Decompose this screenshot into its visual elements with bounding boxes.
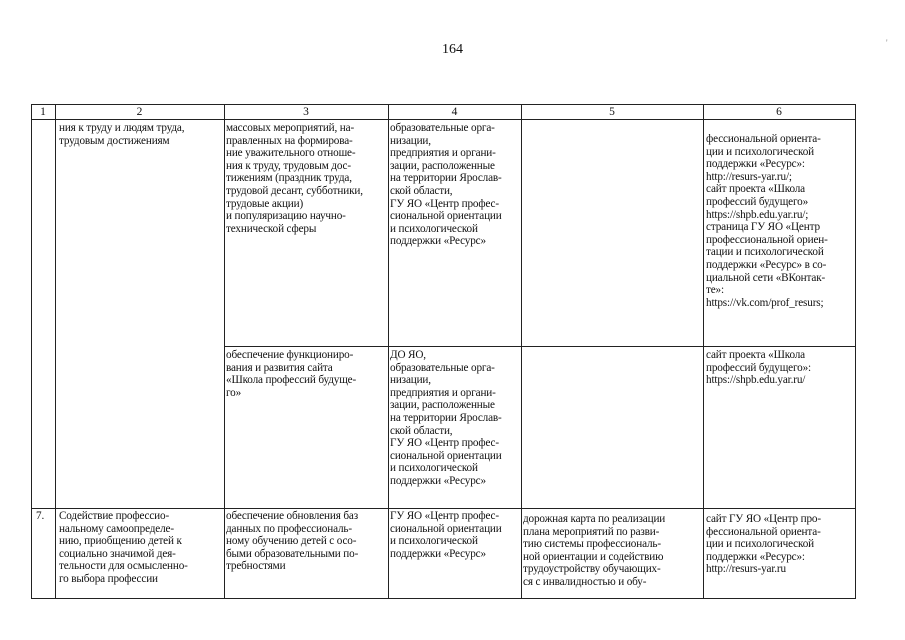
row2-resources: сайт проекта «Школа профессий будущего»: https://shpb.edu.yar.ru/	[706, 349, 811, 387]
row3-number: 7.	[36, 510, 45, 522]
row3-activity: обеспечение обновления баз данных по профессиональ- ному обучению детей с осо- быми образовательными по- требностями	[226, 510, 359, 573]
table-bottom-border	[31, 598, 856, 599]
page-number: 164	[442, 42, 463, 57]
column-divider	[703, 104, 704, 598]
row-divider	[224, 346, 856, 347]
row3-document: дорожная карта по реализации плана мероприятий по разви- тию системы профессиональ- ной ориентации и содействию трудоустройству обучающих- ся с инвалидностью и обу-	[523, 513, 666, 588]
column-number-3: 3	[303, 106, 309, 118]
column-number-2: 2	[136, 106, 143, 118]
header-bottom-border	[31, 119, 856, 120]
row1-goal: ния к труду и людям труда, трудовым достижениям	[59, 122, 185, 147]
row2-executors: ДО ЯО, образовательные орга- низации, предприятия и органи- зации, расположенные на территории Ярослав- ской области, ГУ ЯО «Центр профес- сиональной ориентации и психологической поддержки «Ресурс»	[390, 349, 502, 487]
row3-executors: ГУ ЯО «Центр профес- сиональной ориентации и психологической поддержки «Ресурс»	[390, 510, 502, 560]
column-number-5: 5	[609, 106, 615, 118]
row2-activity: обеспечение функциониро- вания и развития сайта «Школа профессий будуще- го»	[226, 349, 357, 399]
table-right-border	[855, 104, 856, 598]
row1-resources: фессиональной ориента- ции и психологической поддержки «Ресурс»: http://resurs-yar.ru/; сайт проекта «Школа профессий будущего» https://shpb.edu.yar.ru/; страница ГУ ЯО «Центр профессиональной ориен- тации и психологической поддержки «Ресурс» в со- циальной сети «ВКонтак- те»: https://vk.com/prof_resurs;	[706, 133, 828, 309]
column-divider	[521, 104, 522, 598]
column-number-6: 6	[776, 106, 782, 118]
row3-resources: сайт ГУ ЯО «Центр про- фессиональной ориента- ции и психологической поддержки «Ресурс»: http://resurs-yar.ru	[706, 513, 821, 576]
row-divider	[31, 508, 856, 509]
table-left-border	[31, 104, 32, 598]
row1-activity: массовых мероприятий, на- правленных на формирова- ние уважительного отноше- ния к труду, трудовым дос- тижениям (праздник труда, трудовой десант, субботники, трудовые акции) и популяризацию научно- технической сферы	[226, 122, 363, 235]
row1-executors: образовательные орга- низации, предприятия и органи- зации, расположенные на территории Ярослав- ской области, ГУ ЯО «Центр профес- сиональной ориентации и психологической поддержки «Ресурс»	[390, 122, 502, 248]
row3-goal: Содействие профессио- нальному самоопределе- нию, приобщению детей к социально значимой дея- тельности для осмысленно- го выбора профессии	[59, 510, 188, 585]
column-number-1: 1	[40, 106, 46, 118]
scan-edge-mark: '	[886, 38, 888, 48]
column-number-4: 4	[451, 106, 458, 118]
column-divider	[388, 104, 389, 598]
column-divider	[55, 104, 56, 598]
